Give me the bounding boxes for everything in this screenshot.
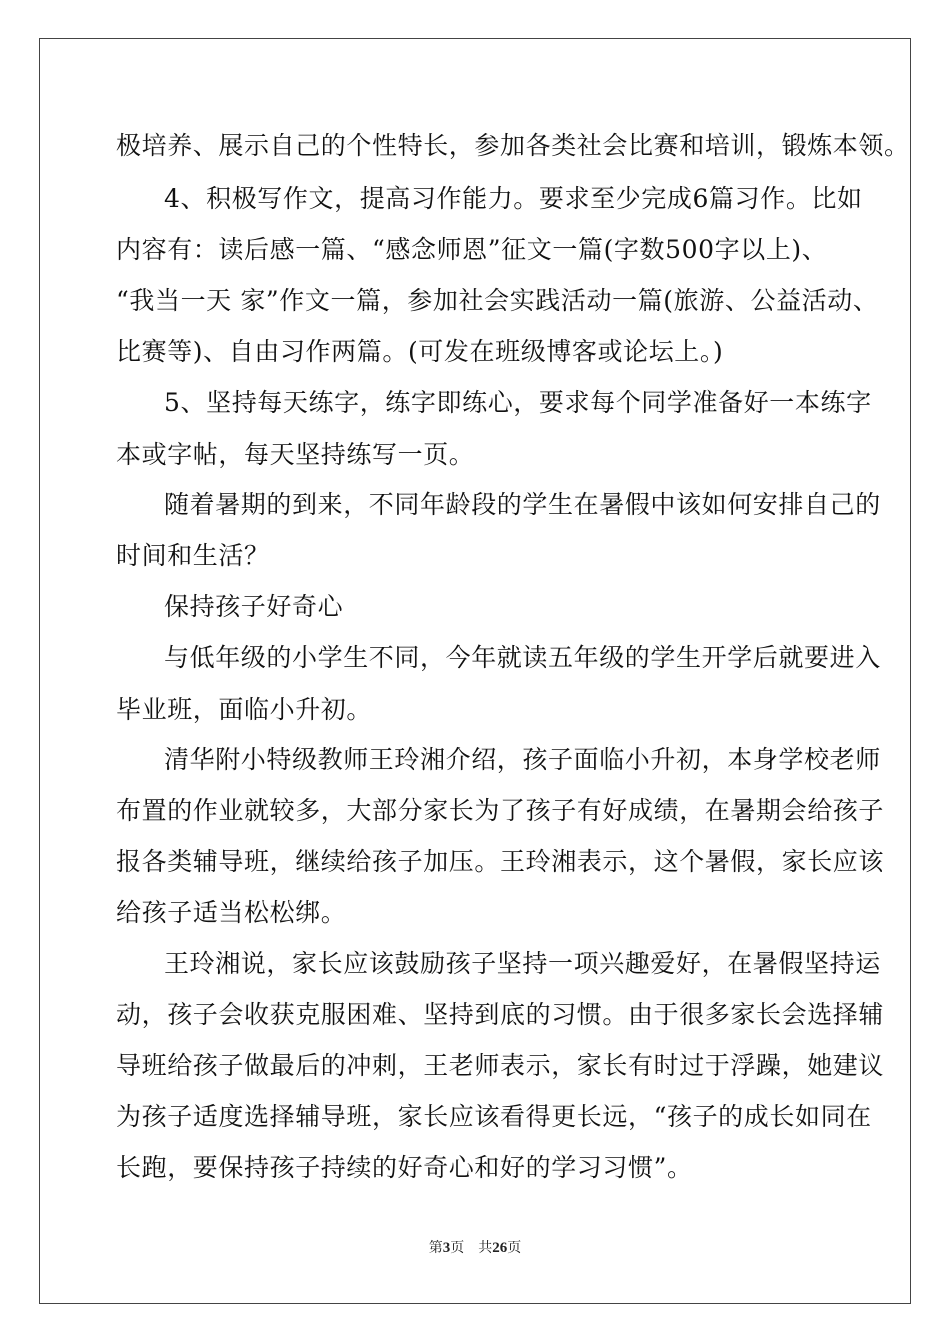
text-line: 随着暑期的到来，不同年龄段的学生在暑假中该如何安排自己的 <box>164 490 881 519</box>
text-line: 为孩子适度选择辅导班，家长应该看得更长远，“孩子的成长如同在 <box>116 1102 872 1131</box>
text-line: 动，孩子会收获克服困难、坚持到底的习惯。由于很多家长会选择辅 <box>116 1000 885 1029</box>
total-page-number: 26 <box>492 1240 508 1256</box>
text-line: 毕业班，面临小升初。 <box>116 695 373 724</box>
text-line: 清华附小特级教师王玲湘介绍，孩子面临小升初，本身学校老师 <box>164 745 881 774</box>
text-line: 极培养、展示自己的个性特长，参加各类社会比赛和培训，锻炼本领。 <box>116 131 910 160</box>
text-line: 4、积极写作文，提高习作能力。要求至少完成6篇习作。比如 <box>164 184 863 213</box>
text-line: 给孩子适当松松绑。 <box>116 898 347 927</box>
text-line: 长跑，要保持孩子持续的好奇心和好的学习习惯”。 <box>116 1153 693 1182</box>
total-suffix: 页 <box>507 1240 522 1256</box>
page-suffix: 页 <box>450 1240 465 1256</box>
total-prefix: 共 <box>478 1240 493 1256</box>
text-line: 5、坚持每天练字，练字即练心，要求每个同学准备好一本练字 <box>164 388 872 417</box>
page-footer <box>0 1238 950 1258</box>
text-line: “我当一天 家”作文一篇，参加社会实践活动一篇(旅游、公益活动、 <box>116 286 879 315</box>
text-line: 比赛等)、自由习作两篇。(可发在班级博客或论坛上。) <box>116 337 724 366</box>
text-line: 时间和生活？ <box>116 541 270 570</box>
text-line: 内容有：读后感一篇、“感念师恩”征文一篇(字数500字以上)、 <box>116 235 828 264</box>
current-page-number: 3 <box>442 1240 451 1256</box>
text-line: 王玲湘说，家长应该鼓励孩子坚持一项兴趣爱好，在暑假坚持运 <box>164 949 881 978</box>
text-line: 本或字帖，每天坚持练写一页。 <box>116 440 475 469</box>
page-prefix: 第 <box>428 1240 443 1256</box>
text-line: 与低年级的小学生不同，今年就读五年级的学生开学后就要进入 <box>164 643 881 672</box>
text-line: 布置的作业就较多，大部分家长为了孩子有好成绩，在暑期会给孩子 <box>116 796 885 825</box>
text-line: 报各类辅导班，继续给孩子加压。王玲湘表示，这个暑假，家长应该 <box>116 847 885 876</box>
section-heading: 保持孩子好奇心 <box>164 592 344 621</box>
text-line: 导班给孩子做最后的冲刺，王老师表示，家长有时过于浮躁，她建议 <box>116 1051 885 1080</box>
